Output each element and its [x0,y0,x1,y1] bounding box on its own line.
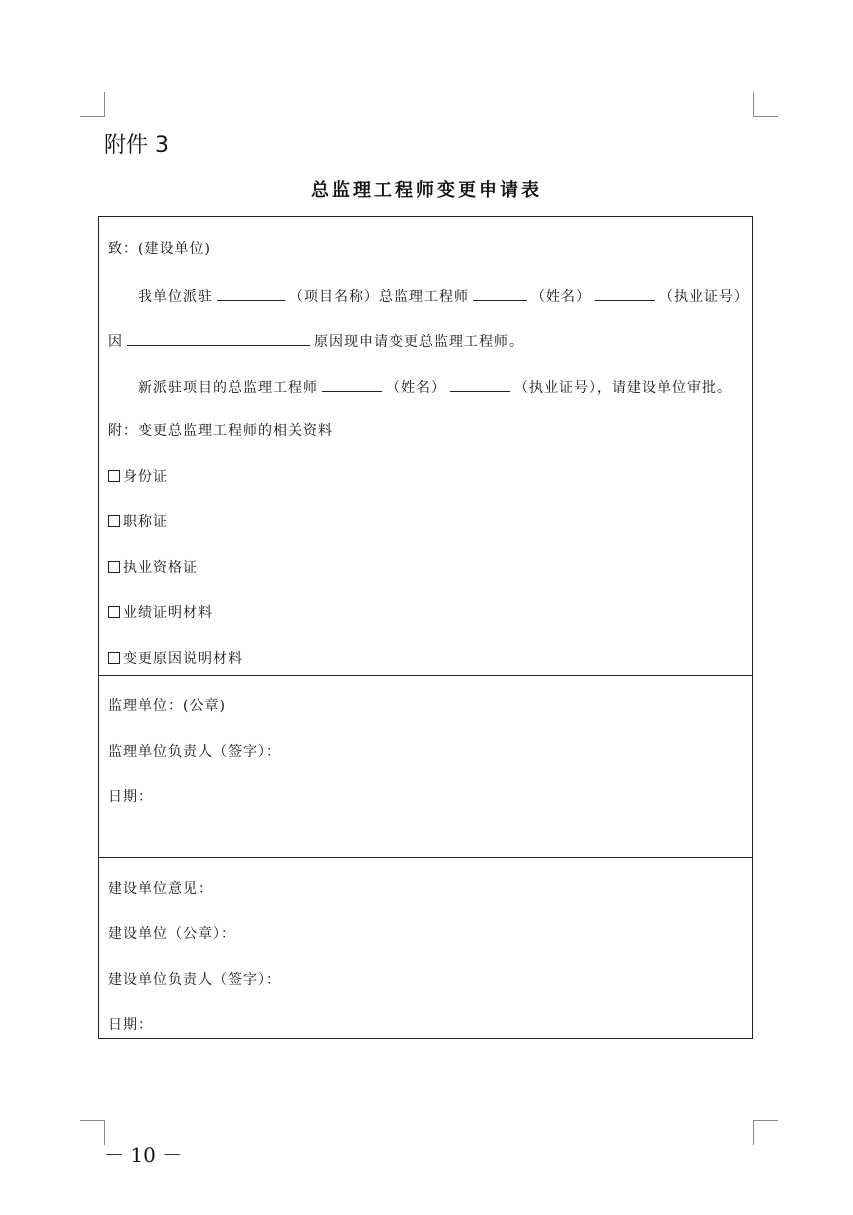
crop-mark-bottom-left [80,1120,105,1145]
new-engineer-name-blank[interactable] [322,377,382,392]
checkbox-icon[interactable] [108,561,120,573]
page-number: － 10 － [104,1143,183,1167]
attachments-heading: 附：变更总监理工程师的相关资料 [108,423,333,439]
checkbox-icon[interactable] [108,606,120,618]
stmt2-part1: 因 [108,334,123,350]
crop-mark-top-left [80,92,105,117]
construction-date: 日期： [108,1017,153,1033]
license-number-blank[interactable] [595,286,655,301]
checkbox-label: 执业资格证 [123,560,198,576]
checkbox-icon[interactable] [108,652,120,664]
construction-opinion: 建设单位意见： [108,881,213,897]
checkbox-item[interactable] [108,604,213,622]
crop-mark-bottom-right [753,1120,778,1145]
checkbox-item[interactable] [108,559,198,577]
checkbox-item[interactable] [108,513,168,531]
checkbox-label: 身份证 [123,469,168,485]
checkbox-item[interactable] [108,468,168,486]
statement-line-3 [138,377,732,397]
stmt3-part3: （执业证号），请建设单位审批。 [514,380,732,396]
checkbox-label: 变更原因说明材料 [123,651,243,667]
new-license-number-blank[interactable] [450,377,510,392]
stmt1-part1: 我单位派驻 [138,289,213,305]
checkbox-label: 业绩证明材料 [123,605,213,621]
statement-line-2 [108,331,524,351]
to-line: 致：(建设单位) [108,241,211,257]
construction-responsible-signature: 建设单位负责人（签字）： [108,972,281,988]
attachment-label: 附件 3 [104,133,169,158]
supervision-date: 日期： [108,789,153,805]
reason-blank[interactable] [127,331,310,346]
application-section [99,217,752,675]
stmt1-part3: （姓名） [531,289,591,305]
supervision-unit-seal: 监理单位：(公章) [108,698,226,714]
stmt3-part2: （姓名） [386,380,446,396]
stmt2-part2: 原因现申请变更总监理工程师。 [314,334,524,350]
supervision-responsible-signature: 监理单位负责人（签字）： [108,744,281,760]
crop-mark-top-right [753,92,778,117]
form-title: 总监理工程师变更申请表 [311,180,542,201]
stmt1-part4: （执业证号） [659,289,749,305]
construction-unit-section [99,857,752,1040]
stmt1-part2: （项目名称）总监理工程师 [289,289,469,305]
statement-line-1 [138,286,749,306]
checkbox-icon[interactable] [108,515,120,527]
construction-unit-seal: 建设单位（公章）： [108,926,236,942]
engineer-name-blank[interactable] [473,286,527,301]
application-form [98,216,753,1039]
checkbox-item[interactable] [108,650,243,668]
checkbox-icon[interactable] [108,470,120,482]
stmt3-part1: 新派驻项目的总监理工程师 [138,380,318,396]
supervision-unit-section [99,675,752,857]
checkbox-label: 职称证 [123,514,168,530]
project-name-blank[interactable] [217,286,285,301]
